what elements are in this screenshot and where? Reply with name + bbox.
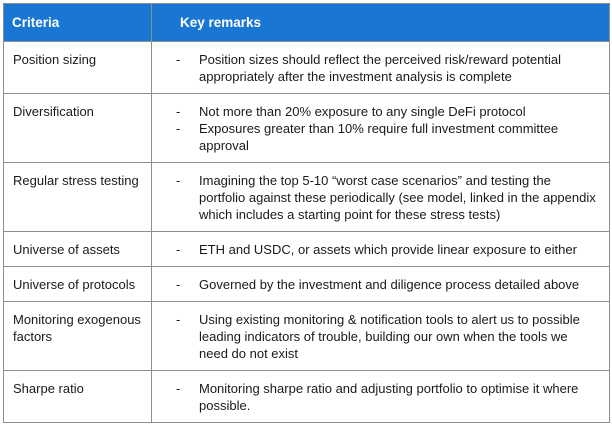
criteria-cell: Universe of protocols	[4, 267, 152, 302]
header-criteria: Criteria	[4, 4, 152, 42]
criteria-cell: Regular stress testing	[4, 163, 152, 232]
remark-item	[176, 120, 597, 154]
remarks-list	[176, 103, 597, 154]
table-row	[4, 371, 610, 423]
table-row	[4, 302, 610, 371]
remarks-list	[176, 51, 597, 85]
remark-text: Exposures greater than 10% require full investment committee approval	[199, 121, 559, 153]
remarks-list	[176, 311, 597, 362]
remark-text: Imagining the top 5-10 “worst case scenarios” and testing the portfolio against these periodically (see model, linked in the appendix which includes a starting point for these stress tests)	[199, 173, 596, 222]
remark-text: Monitoring sharpe ratio and adjusting portfolio to optimise it where possible.	[199, 381, 579, 413]
criteria-cell: Universe of assets	[4, 232, 152, 267]
table-row	[4, 267, 610, 302]
remarks-cell	[152, 163, 610, 232]
remark-text: Not more than 20% exposure to any single DeFi protocol	[199, 104, 526, 119]
criteria-cell: Monitoring exogenous factors	[4, 302, 152, 371]
remark-text: Position sizes should reflect the perceived risk/reward potential appropriately after the investment analysis is complete	[199, 52, 562, 84]
table-header-row	[4, 4, 610, 42]
bullet-dash-icon: -	[176, 242, 181, 257]
bullet-dash-icon: -	[176, 52, 181, 67]
remarks-list	[176, 172, 597, 223]
table-row	[4, 232, 610, 267]
bullet-dash-icon: -	[176, 312, 181, 327]
remark-item	[176, 276, 597, 293]
remark-text: ETH and USDC, or assets which provide linear exposure to either	[199, 242, 577, 257]
criteria-cell: Diversification	[4, 94, 152, 163]
table-body	[4, 42, 610, 423]
risk-criteria-table	[3, 3, 610, 423]
remark-item	[176, 241, 597, 258]
criteria-table	[3, 3, 609, 423]
table-row	[4, 42, 610, 94]
remarks-cell	[152, 267, 610, 302]
criteria-cell: Sharpe ratio	[4, 371, 152, 423]
remarks-list	[176, 380, 597, 414]
remark-text: Governed by the investment and diligence process detailed above	[199, 277, 580, 292]
bullet-dash-icon: -	[176, 121, 181, 136]
remark-item	[176, 380, 597, 414]
remark-text: Using existing monitoring & notification tools to alert us to possible leading indicators of trouble, building our own when the tools we need do not exist	[199, 312, 580, 361]
remark-item	[176, 172, 597, 223]
remarks-list	[176, 276, 597, 293]
bullet-dash-icon: -	[176, 277, 181, 292]
table-row	[4, 163, 610, 232]
remark-item	[176, 51, 597, 85]
remark-item	[176, 103, 597, 120]
remarks-cell	[152, 42, 610, 94]
remarks-cell	[152, 302, 610, 371]
remarks-cell	[152, 232, 610, 267]
bullet-dash-icon: -	[176, 173, 181, 188]
criteria-cell: Position sizing	[4, 42, 152, 94]
table-row	[4, 94, 610, 163]
bullet-dash-icon: -	[176, 104, 181, 119]
remarks-cell	[152, 371, 610, 423]
header-key-remarks: Key remarks	[152, 4, 610, 42]
remarks-list	[176, 241, 597, 258]
remark-item	[176, 311, 597, 362]
bullet-dash-icon: -	[176, 381, 181, 396]
remarks-cell	[152, 94, 610, 163]
